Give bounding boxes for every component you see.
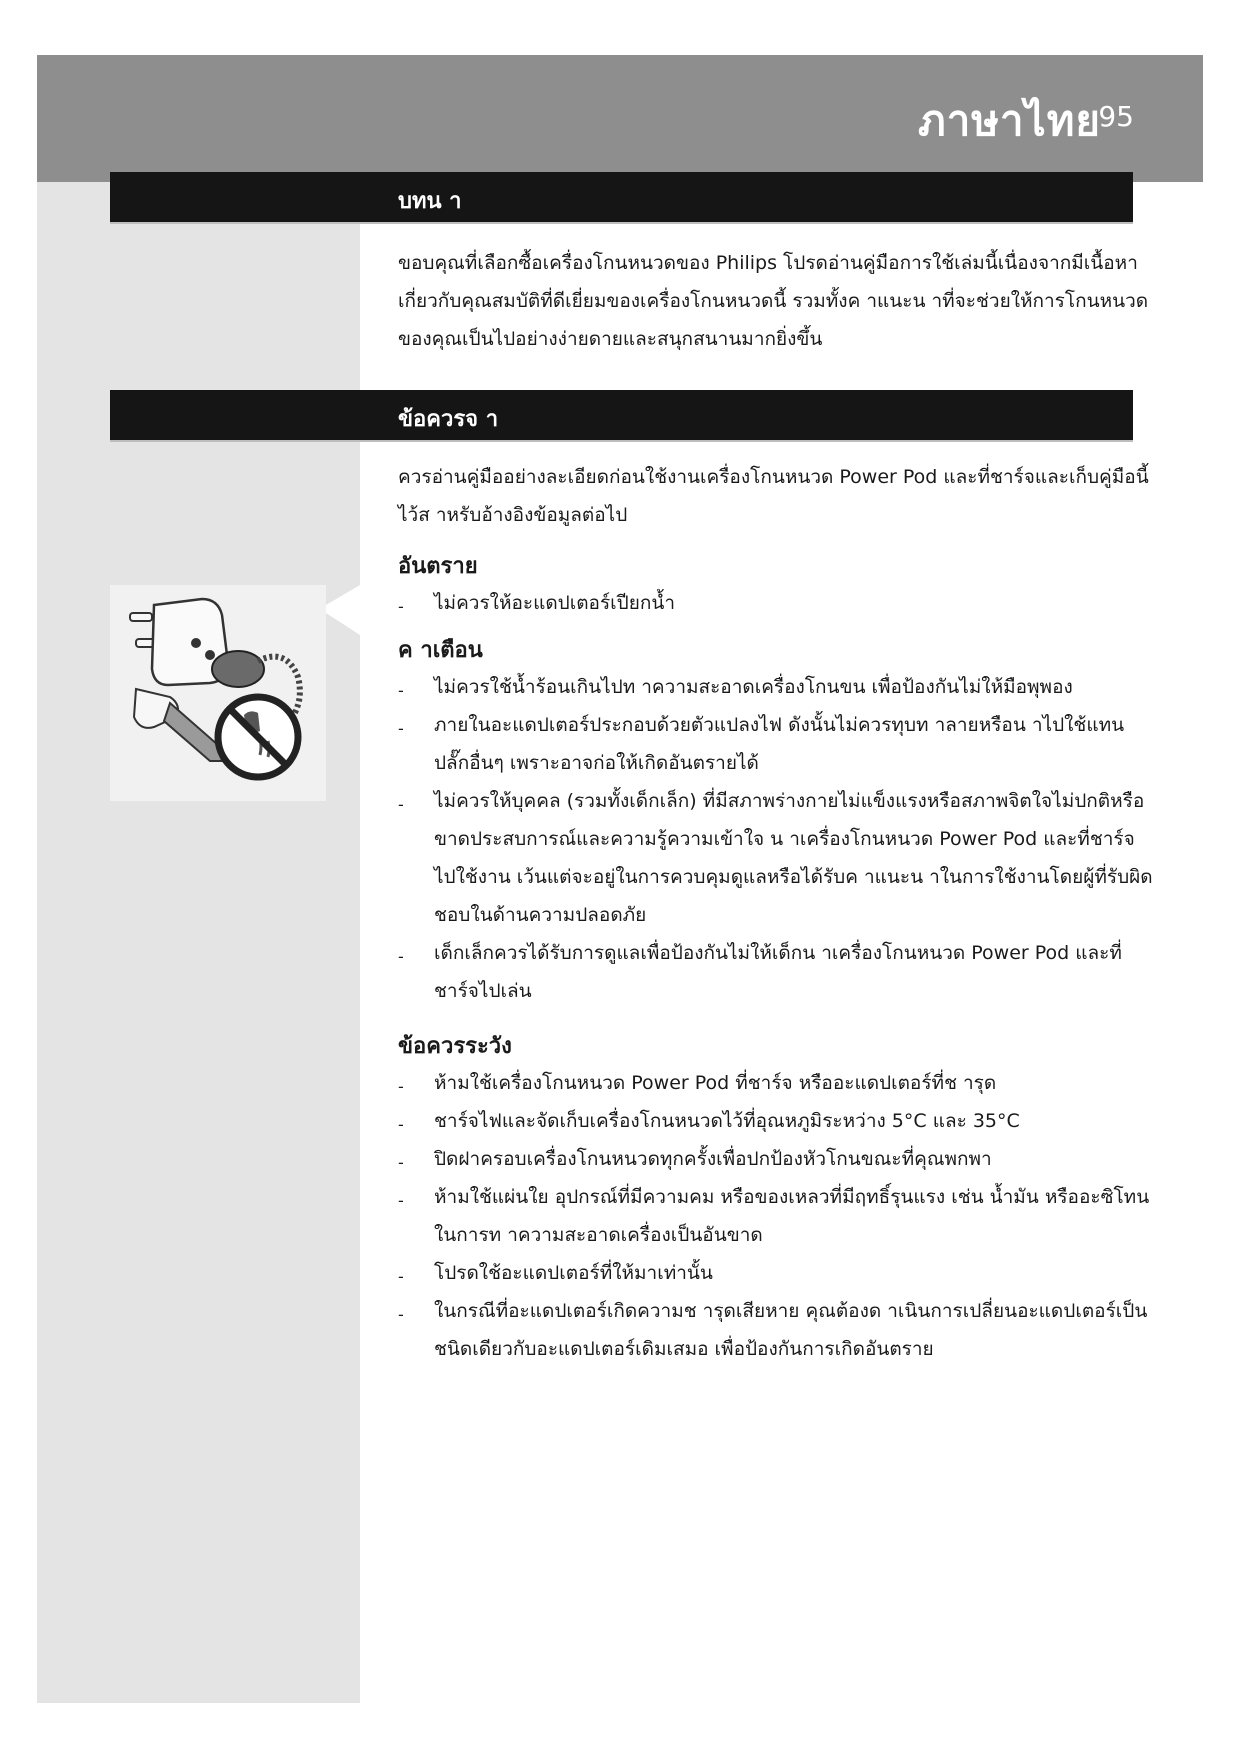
warning-item: - ไม่ควรให้บุคคล (รวมทั้งเด็กเล็ก) ที่มีสภาพร่างกายไม่แข็งแรงหรือสภาพจิตใจไม่ปกติหรือขาดประสบการณ์และความรู้ความเข้าใจ น าเครื่องโกนหนวด Power Pod และที่ชาร์จ ไปใช้งาน เว้นแต่จะอยู่ในการควบคุมดูแลหรือได้รับค าแนะน าในการใช้งานโดยผู้ที่รับผิดชอบในด้านความปลอดภัย [398,782,1158,934]
intro-content [398,244,1158,358]
intro-paragraph: ขอบคุณที่เลือกซื้อเครื่องโกนหนวดของ Philips โปรดอ่านคู่มือการใช้เล่มนี้เนื่องจากมีเนื้อหาเกี่ยวกับคุณสมบัติที่ดีเยี่ยมของเครื่องโกนหนวดนี้ รวมทั้งค าแนะน าที่จะช่วยให้การโกนหนวดของคุณเป็นไปอย่างง่ายดายและสนุกสนานมากยิ่งขึ้น [398,252,1149,350]
caution-item: - ชาร์จไฟและจัดเก็บเครื่องโกนหนวดไว้ที่อุณหภูมิระหว่าง 5°C และ 35°C [398,1102,1158,1140]
left-margin-panel [37,55,360,1703]
caution-item: - ปิดฝาครอบเครื่องโกนหนวดทุกครั้งเพื่อปกป้องหัวโกนขณะที่คุณพกพา [398,1140,1158,1178]
warning-item: - เด็กเล็กควรได้รับการดูแลเพื่อป้องกันไม่ให้เด็กน าเครื่องโกนหนวด Power Pod และที่ชาร์จไปเล่น [398,934,1158,1010]
caution-list [398,1064,1158,1368]
warning-heading: ค าเตือน [398,638,483,663]
section-bar-important [110,390,1133,440]
danger-item: - ไม่ควรให้อะแดปเตอร์เปียกน้ำ [398,584,1158,622]
danger-heading: อันตราย [398,554,478,579]
caution-item: - ห้ามใช้เครื่องโกนหนวด Power Pod ที่ชาร์จ หรืออะแดปเตอร์ที่ช ารุด [398,1064,1158,1102]
caution-item: - ห้ามใช้แผ่นใย อุปกรณ์ที่มีความคม หรือของเหลวที่มีฤทธิ์รุนแรง เช่น น้ำมัน หรืออะซิโทนในการท าความสะอาดเครื่องเป็นอันขาด [398,1178,1158,1254]
caution-item: - โปรดใช้อะแดปเตอร์ที่ให้มาเท่านั้น [398,1254,1158,1292]
danger-list [398,584,1158,622]
warning-list [398,668,1158,1010]
important-content [398,458,1158,1368]
warning-item: - ภายในอะแดปเตอร์ประกอบด้วยตัวแปลงไฟ ดังนั้นไม่ควรทุบท าลายหรือน าไปใช้แทนปลั๊กอื่นๆ เพราะอาจก่อให้เกิดอันตรายได้ [398,706,1158,782]
important-paragraph: ควรอ่านคู่มืออย่างละเอียดก่อนใช้งานเครื่องโกนหนวด Power Pod และที่ชาร์จและเก็บคู่มือนี้ไว้ส าหรับอ้างอิงข้อมูลต่อไป [398,466,1149,526]
page-number: 95 [1098,100,1134,133]
caution-item: - ในกรณีที่อะแดปเตอร์เกิดความช ารุดเสียหาย คุณต้องด าเนินการเปลี่ยนอะแดปเตอร์เป็นชนิดเดียวกับอะแดปเตอร์เดิมเสมอ เพื่อป้องกันการเกิดอันตราย [398,1292,1158,1368]
adapter-no-water-icon [110,585,326,801]
caution-heading: ข้อควรระวัง [398,1034,512,1059]
section-bar-intro [110,172,1133,222]
warning-item: - ไม่ควรใช้น้ำร้อนเกินไปท าความสะอาดเครื่องโกนขน เพื่อป้องกันไม่ให้มือพุพอง [398,668,1158,706]
section-heading-important: ข้อควรจ า [398,407,499,432]
callout-pointer [326,585,360,635]
section-heading-intro: บทน า [398,189,462,214]
page-title: ภาษาไทย [918,96,1101,145]
